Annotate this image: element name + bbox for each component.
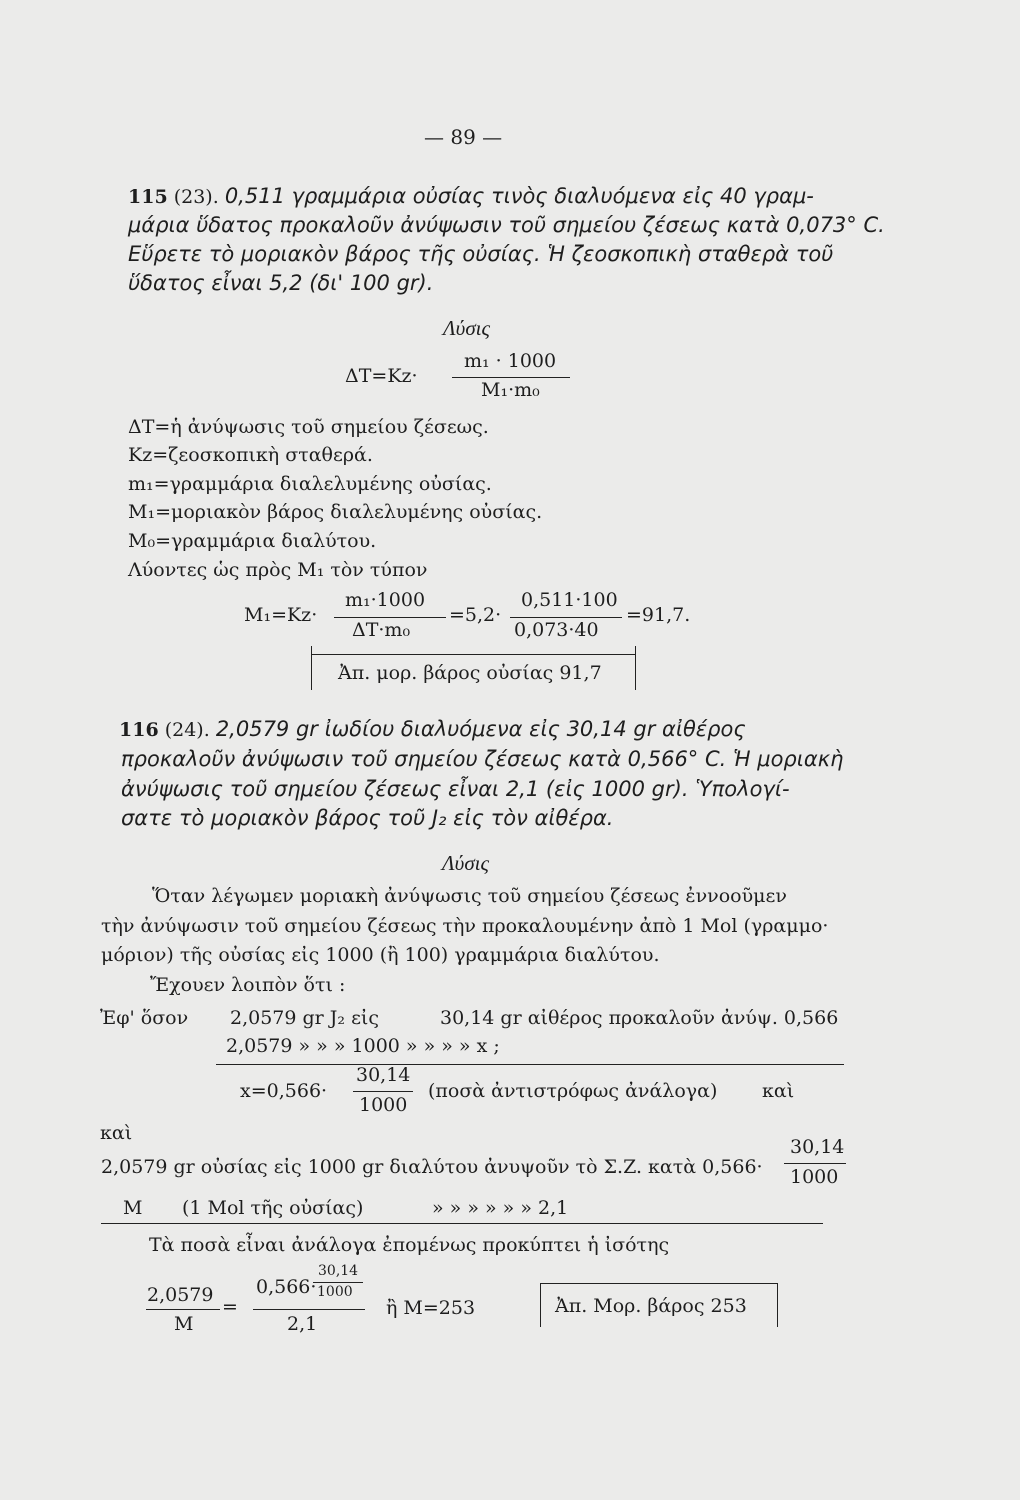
- fraction-numerator: 0,566·: [256, 1276, 317, 1298]
- formula-mid: =5,2·: [449, 604, 502, 626]
- equals-sign: =: [222, 1296, 238, 1318]
- problem-ref: (23).: [173, 186, 219, 208]
- formula-lhs: M₁=Kz·: [244, 604, 318, 626]
- fraction-numerator: 2,0579: [147, 1284, 214, 1306]
- fraction-bar: [452, 377, 570, 378]
- proportion-row: 2,0579 » » » 1000 » » » » x ;: [226, 1035, 500, 1057]
- problem-text-line: μάρια ὕδατος προκαλοῦν ἀνύψωσιν τοῦ σημείου ζέσεως κατὰ 0,073° C.: [128, 213, 885, 237]
- fraction-denominator: 1000: [359, 1094, 408, 1116]
- solution-line: τὴν ἀνύψωσιν τοῦ σημείου ζέσεως τὴν προκαλουμένην ἀπὸ 1 Mol (γραμμο·: [101, 915, 829, 937]
- answer-box-rule: [312, 654, 635, 655]
- fraction-bar: [510, 617, 622, 618]
- fraction-denominator: ΔT·m₀: [352, 619, 411, 641]
- formula-lhs: x=0,566·: [240, 1080, 328, 1102]
- fraction-bar: [353, 1091, 413, 1092]
- formula-lhs: ΔT=Kz·: [345, 365, 418, 387]
- problem-115-header: [128, 186, 814, 207]
- conjunction: καὶ: [100, 1122, 133, 1144]
- fraction-numerator: m₁·1000: [345, 589, 426, 611]
- definition-line: M₀=γραμμάρια διαλύτου.: [128, 530, 377, 552]
- fraction-numerator: m₁ · 1000: [464, 350, 557, 372]
- fraction-numerator: 0,511·100: [521, 589, 618, 611]
- fraction-denominator: 0,073·40: [514, 619, 599, 641]
- fraction-denominator: 1000: [790, 1166, 839, 1188]
- fraction-numerator: 30,14: [356, 1064, 411, 1086]
- problem-text-line: προκαλοῦν ἀνύψωσιν τοῦ σημείου ζέσεως κατὰ 0,566° C. Ἡ μοριακὴ: [121, 747, 844, 771]
- fraction-bar: [313, 1282, 363, 1283]
- solution-title: Λύσις: [443, 316, 491, 340]
- formula-result: =91,7.: [626, 604, 691, 626]
- problem-text-line: ὕδατος εἶναι 5,2 (δι' 100 gr).: [128, 271, 434, 295]
- proportion-row: 2,0579 gr J₂ εἰς: [230, 1007, 380, 1029]
- formula-note: (ποσὰ ἀντιστρόφως ἀνάλογα): [428, 1080, 718, 1102]
- fraction-bar: [253, 1309, 365, 1310]
- problem-number: 115: [128, 186, 168, 208]
- definition-line: m₁=γραμμάρια διαλελυμένης οὐσίας.: [128, 473, 492, 495]
- definition-line: ΔT=ἡ ἀνύψωσις τοῦ σημείου ζέσεως.: [128, 416, 489, 438]
- conjunction: καὶ: [762, 1080, 795, 1102]
- fraction-numerator: 30,14: [790, 1136, 845, 1158]
- fraction-denominator: M₁·m₀: [481, 379, 540, 401]
- answer-text: Ἀπ. μορ. βάρος οὐσίας 91,7: [338, 662, 602, 684]
- fraction-bar: [784, 1163, 846, 1164]
- problem-number: 116: [119, 719, 159, 741]
- formula-result: ἢ M=253: [386, 1297, 476, 1319]
- problem-text-line: ἀνύψωσις τοῦ σημείου ζέσεως εἶναι 2,1 (εἰς 1000 gr). Ὑπολογί-: [121, 777, 790, 801]
- problem-116-header: [119, 719, 746, 740]
- answer-box: [311, 646, 636, 690]
- problem-text-line: 2,0579 gr ἰωδίου διαλυόμενα εἰς 30,14 gr αἰθέρος: [215, 717, 746, 741]
- definition-line: Kz=ζεοσκοπικὴ σταθερά.: [128, 444, 373, 466]
- problem-text-line: σατε τὸ μοριακὸν βάρος τοῦ J₂ εἰς τὸν αἰθέρα.: [121, 806, 614, 830]
- solution-line: Τὰ ποσὰ εἶναι ἀνάλογα ἐπομένως προκύπτει ἡ ἰσότης: [149, 1234, 670, 1256]
- solution-line: μόριον) τῆς οὐσίας εἰς 1000 (ἢ 100) γραμμάρια διαλύτου.: [101, 944, 660, 966]
- solution-line: Ὅταν λέγωμεν μοριακὴ ἀνύψωσις τοῦ σημείου ζέσεως ἐννοοῦμεν: [152, 885, 787, 907]
- answer-box-rule: [541, 1283, 777, 1284]
- proportion-row: (1 Mol τῆς οὐσίας): [182, 1197, 364, 1219]
- nested-numerator: 30,14: [318, 1263, 359, 1279]
- proportion-row: 30,14 gr αἰθέρος προκαλοῦν ἀνύψ. 0,566: [440, 1007, 839, 1029]
- fraction-denominator: M: [174, 1313, 194, 1335]
- fraction-denominator: 2,1: [287, 1313, 318, 1335]
- proportion-row: » » » » » » 2,1: [432, 1197, 569, 1219]
- fraction-bar: [146, 1309, 220, 1310]
- definition-line: Λύοντες ὡς πρὸς M₁ τὸν τύπον: [128, 559, 428, 581]
- proportion-row-label: Ἐφ' ὅσον: [100, 1007, 189, 1029]
- proportion-row-label: M: [123, 1197, 143, 1219]
- problem-text-line: Εὕρετε τὸ μοριακὸν βάρος τῆς οὐσίας. Ἡ ζεοσκοπικὴ σταθερὰ τοῦ: [128, 242, 834, 266]
- answer-box: [540, 1283, 778, 1327]
- solution-line: Ἔχουεν λοιπὸν ὅτι :: [150, 974, 346, 996]
- separator-line: [216, 1064, 844, 1065]
- problem-text-line: 0,511 γραμμάρια οὐσίας τινὸς διαλυόμενα εἰς 40 γραμ-: [224, 184, 814, 208]
- nested-denominator: 1000: [317, 1284, 353, 1300]
- answer-text: Ἀπ. Μορ. βάρος 253: [555, 1295, 747, 1317]
- solution-title: Λύσις: [442, 851, 490, 875]
- definition-line: M₁=μοριακὸν βάρος διαλελυμένης οὐσίας.: [128, 501, 543, 523]
- proportion-row: 2,0579 gr οὐσίας εἰς 1000 gr διαλύτου ἀνυψοῦν τὸ Σ.Z. κατὰ 0,566·: [101, 1156, 763, 1178]
- separator-line: [101, 1223, 823, 1224]
- page-number: — 89 —: [424, 125, 503, 149]
- fraction-bar: [334, 617, 446, 618]
- problem-ref: (24).: [164, 719, 210, 741]
